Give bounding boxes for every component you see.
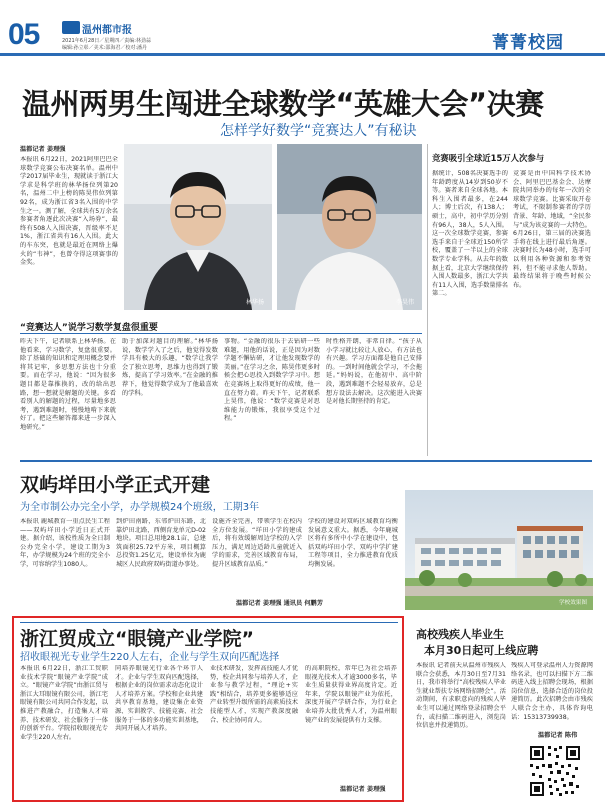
date-line: 2021年6月28日／星期四／责编:林劲蒜: [62, 38, 151, 44]
school-byline: 温都记者 姜理强 通讯员 何鹏芳: [236, 600, 323, 607]
school-rendering: [405, 490, 593, 610]
lead-headline: 温州两男生闯进全球数学“英雄大会”决赛: [22, 87, 544, 121]
masthead: [0, 0, 605, 72]
job-headline-1: 高校残疾人毕业生: [416, 628, 504, 641]
school-col-1: 本报讯 鹿城教育一重点民生工程——双屿垟田小学近日正式开建。据介绍，该校性质为全日制公办完全小学，建设工期为3年，办学规模为24个班的完全小学，可容纳学生1080人。: [20, 518, 110, 568]
job-qr-code[interactable]: [528, 744, 582, 798]
lead-sidebar-divider: [427, 144, 428, 456]
job-byline: 温都记者 陈伟: [538, 732, 578, 739]
photo-li-caption: 李昊伟: [395, 299, 414, 306]
paper-logo-icon: [62, 21, 80, 34]
lead-subhead: 怎样学好数学“竞赛达人”有秘诀: [220, 123, 417, 139]
edit-line: 编辑:孙立彰／美术:邵海君／校对:潘丹: [62, 45, 148, 51]
job-col-1: 本报讯 记者前天从温州市残疾人联合会获悉，本月30日至7月31日，我市将举行“高校残疾人毕业生就业帮扶专场网络招聘会”。活动期间，有求职意向的残疾人毕业生可以通过网络登录招聘会平台，或扫描二维码进入，浏览岗位信息并投递简历。: [416, 662, 506, 730]
lead-sub-section-text: “竞赛达人”说学习数学复盘很重要: [20, 323, 158, 333]
school-col-4: 学校的建设对双屿区域教育均衡发展意义重大。据悉，今年鹿城区将有多所中小学在建设中，包括双屿垟田小学、双屿中学扩建工程等项目，全力推进教育优质均衡发展。: [308, 518, 398, 568]
featured-col-4: 的高职院校，常年已为社会培养眼视光技术人才逾3000多名，毕业生质量获得业界高度肯定。近年来，学院以眼镜产业为依托，深度开展产学研合作，为行业企业培养大批优秀人才，为温州眼镜产业的发展提供有力支撑。: [305, 665, 397, 724]
school-headline: 双屿垟田小学正式开建: [20, 474, 211, 496]
lead-side-col-1: 据统计，508名决赛选手的年龄跨度从14岁到50岁不等。赛者来自全球各地。本科生入围者最多，在244人；博士后次，有138人；硕士，高中，初中学历分别有96人，38人，5人入围。这一次全球数学竞赛，参赛选手来自于全球近150所学校，覆盖了一半以上的全球数学专业学科。从去年的数据上看，北京大学继续保持入围人数最多，浙江大学共有11人入围，选手数量排名第二。: [432, 170, 508, 298]
featured-headline: 浙江贸成立“眼镜产业学院”: [20, 628, 254, 650]
lead-col-3: 事物。“金融的很乐于去钻研一些难题，用他的话说，正是因为对数学题不懈钻研，才让他发现数学的美丽。”在学习之余，陈昊伟更多时候会把心思投入到数学学习中。想在竞赛场上取得更好的成绩，他一直在努力着。昨天下午，记者联系上昊伟，他说：“数学竞赛是对思维能力的锻炼，我很享受这个过程。”: [224, 338, 320, 423]
masthead-rule: [0, 53, 605, 56]
featured-subhead: 招收眼视光专业学生220人左右，企业与学生双向匹配选择: [20, 652, 280, 663]
section-rule-1: [20, 460, 592, 462]
featured-col-3: 业技术研发，发挥高技能人才优势，校企共同参与培养人才，企业参与教学过程，“理论+实践”相结合，培养更多能够适应产业转型升级所需的高素质技术技能型人才，实现产教深度融合、校企协同育人。: [210, 665, 298, 724]
lead-col-1: 昨天下午，记者联系上林华扬。在他看来，学习数学，复盘很重要。除了基础的知识和定理用概念要并将其记牢，多思想方法也十分重要。而在学习，他说：“因为很多题目都是靠推换的，改的给出思路，想一想就是解题的关键。多看看别人的解题的过程，尽量地多思考，遇到难题时，慢慢地啃下来就好了。把这些解答都来进一步深入地研究。”: [20, 338, 116, 431]
paper-name: 温州都市报: [82, 25, 132, 36]
school-col-2: 到炉田南路，东邻炉田东路，北靠炉田北路，西侧育龙单元D-02地块。项目总用地28.1亩，总建筑面积25.72平方米，项目概算总投资1.25亿元，建设单位为鹿城区人民政府双屿街道办事处。: [116, 518, 206, 568]
school-col-3: 设施齐全完善，带领学生在校内全方位发展。“垟田小学的建成后，将有效缓解周边学校的入学压力，满足周边适龄儿童就近入学的需求，完善区域教育布局，提升区域教育品质。”: [212, 518, 302, 568]
portrait-li-icon: [277, 144, 422, 310]
featured-col-1: 本报讯 6月22日，浙江工贸职业技术学院“眼镜产业学院”成立。“眼镜产业学院”由浙江贸与浙江大耳眼镜有限公司，浙江宅眼镜有限公司共同合作发起，以推进产教融合，打造集人才培养、技术研发、社会服务于一体的创新平台。学院招收眼视光专业学生220人左右。: [20, 665, 108, 741]
page-number: 05: [8, 18, 40, 51]
photo-lin-caption: 林华扬: [245, 299, 264, 306]
lead-sub-section-title: [20, 320, 158, 333]
featured-rule: [20, 622, 398, 623]
lead-col-4: 时性格开朗，非常自律。“孩子从小学习就比较让人放心，有方法也有兴趣。学习方面都是他自己安排的。一到时间他就会学习，不会拖延。”妈妈说，在他初中、高中阶段，遇到难题不会轻易放弃，总是想方设法去解决。这次能进入决赛是对他长期坚持的肯定。: [326, 338, 422, 406]
section-title: 菁菁校园: [492, 33, 564, 53]
school-photo-caption: 学校效果图: [559, 600, 587, 606]
school-building-icon: [405, 490, 593, 610]
lead-side-title: 竞赛吸引全球近15万人次参与: [432, 153, 545, 163]
lead-sub-rule: [20, 333, 422, 334]
photo-lin: [124, 144, 272, 310]
featured-byline: 温都记者 姜理强: [340, 786, 386, 793]
photo-li: [277, 144, 422, 310]
lead-side-col-2: 竞赛是由中国科学技术协会、阿里巴巴基金会、达摩院共同举办的每年一次的全球数学竞赛。比赛采取开卷考试，不限制参赛者的学历背景、年龄、地域，“全民参与”成为该竞赛的一大特色。6月26日，第三届的决赛选手将在线上进行最后角逐。决赛时长为48小时，选手可以利用各种资源和参考资料，但不能寻求他人帮助。最终结果将于晚些时候公布。: [513, 170, 591, 289]
qr-code-icon: [528, 744, 582, 798]
school-subhead: 为全市制公办完全小学，办学规模24个班级，工期3年: [20, 502, 260, 513]
portrait-lin-icon: [124, 144, 272, 310]
job-col-2: 残疾人可登录温州人力资源网络名录，也可以扫描下方二维码进入线上招聘会现场，根据岗位信息，选择合适的岗位投递简历。此次招聘会由市残疾人联合会主办，具体咨询电话：15313739938。: [511, 662, 593, 721]
job-headline-2: 本月30日起可上线应聘: [424, 644, 539, 657]
featured-col-2: 同培养眼镜光行业各个环节人才。企业与学生双向匹配选择，根据企业的岗位需求动态化设计人才培养方案。学校和企业共建共享教育基地，建设集企业资源、实训教学、技能竞赛、社会服务于一体的多功能实训基地，共同开展人才培养。: [115, 665, 203, 733]
lead-byline: 温都记者 姜理强: [20, 146, 66, 153]
lead-col-2: 助于加深对题目的理解。”林华扬说，数学学入了之后，他觉得发数学具有极大的乐趣，“数学让我学会了独立思考，思维力也得到了锻炼，提高了学习效率。”在金融的推荐下，他觉得数学成为了他最喜欢的学科。: [122, 338, 218, 397]
lead-intro: 本报讯 6月22日，2021阿里巴巴全球数学竞赛公布决赛名单。温州中学2017届毕业生，现就读于浙江大学求是科学班的林华扬位列第20名，温州二中上榜的陈昊伟位列第92名，成为浙江省3名入围的中学生之一。测了解，全球共有5万余名参赛者角逐此次决赛“入场券”，最终有508人入围决赛，晋级率不足1%，浙江省共有16人入围。此大的车东突，也就是最近在网络上爆火的“韦神”，也曾夺得这项赛事的金奖。: [20, 156, 118, 267]
